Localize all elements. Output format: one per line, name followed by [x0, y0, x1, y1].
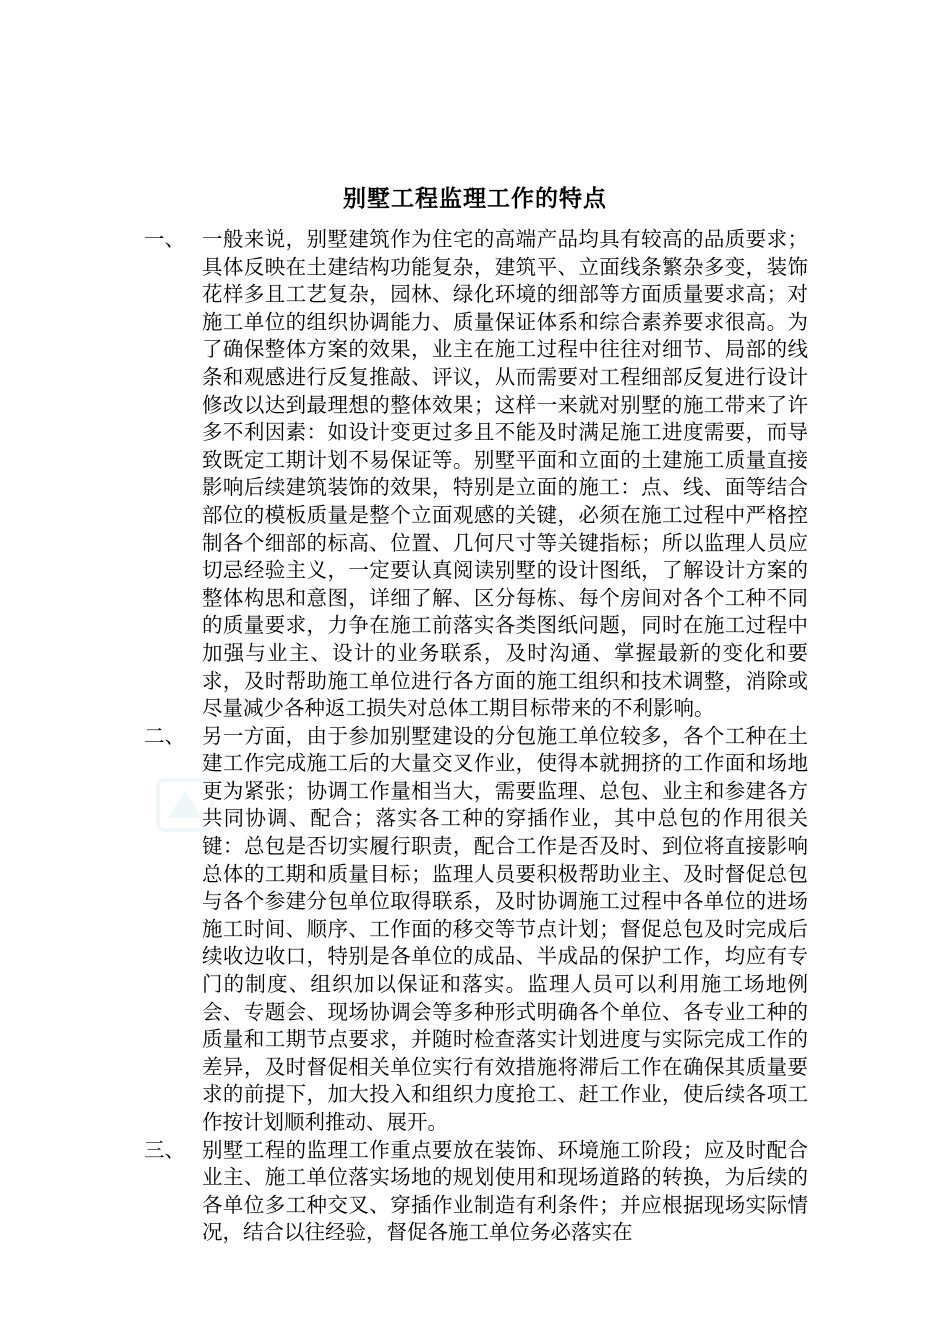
list-item-marker: 三、	[144, 1137, 185, 1162]
list-item	[144, 1137, 808, 1247]
list-item-text: 一般来说，别墅建筑作为住宅的高端产品均具有较高的品质要求；具体反映在土建结构功能复杂，建筑平、立面线条繁杂多变，装饰花样多且工艺复杂，园林、绿化环境的细部等方面质量要求高；对施工单位的组织协调能力、质量保证体系和综合素养要求很高。为了确保整体方案的效果，业主在施工过程中往往对细节、局部的线条和观感进行反复推敲、评议，从而需要对工程细部反复进行设计修改以达到最理想的整体效果；这样一来就对别墅的施工带来了许多不利因素：如设计变更过多且不能及时满足施工进度需要，而导致既定工期计划不易保证等。别墅平面和立面的土建施工质量直接影响后续建筑装饰的效果，特别是立面的施工：点、线、面等结合部位的模板质量是整个立面观感的关键，必须在施工过程中严格控制各个细部的标高、位置、几何尺寸等关键指标；所以监理人员应切忌经验主义，一定要认真阅读别墅的设计图纸，了解设计方案的整体构思和意图，详细了解、区分每栋、每个房间对各个工种不同的质量要求，力争在施工前落实各类图纸问题，同时在施工过程中加强与业主、设计的业务联系，及时沟通、掌握最新的变化和要求，及时帮助施工单位进行各方面的施工组织和技术调整，消除或尽量减少各种返工损失对总体工期目标带来的不利影响。	[202, 227, 808, 721]
list-item	[144, 723, 808, 1137]
list-item-text: 另一方面，由于参加别墅建设的分包施工单位较多，各个工种在土建工作完成施工后的大量交叉作业，使得本就拥挤的工作面和场地更为紧张；协调工作量相当大，需要监理、总包、业主和参建各方共同协调、配合；落实各工种的穿插作业，其中总包的作用很关键：总包是否切实履行职责，配合工作是否及时、到位将直接影响总体的工期和质量目标；监理人员要积极帮助业主、及时督促总包与各个参建分包单位取得联系，及时协调施工过程中各单位的进场施工时间、顺序、工作面的移交等节点计划；督促总包及时完成后续收边收口，特别是各单位的成品、半成品的保护工作，均应有专门的制度、组织加以保证和落实。监理人员可以利用施工场地例会、专题会、现场协调会等多种形式明确各个单位、各专业工种的质量和工期节点要求，并随时检查落实计划进度与实际完成工作的差异，及时督促相关单位实行有效措施将滞后工作在确保其质量要求的前提下，加大投入和组织力度抢工、赶工作业，使后续各项工作按计划顺利推动、展开。	[202, 723, 808, 1134]
list-item-text: 别墅工程的监理工作重点要放在装饰、环境施工阶段；应及时配合业主、施工单位落实场地的规划使用和现场道路的转换，为后续的各单位多工种交叉、穿插作业制造有利条件；并应根据现场实际情况，结合以往经验，督促各施工单位务必落实在	[202, 1137, 808, 1245]
feature-list	[144, 226, 808, 1247]
list-item-marker: 一、	[144, 227, 185, 251]
document-title: 别墅工程监理工作的特点	[343, 186, 607, 212]
list-item-marker: 二、	[144, 723, 185, 748]
list-item	[144, 226, 808, 723]
